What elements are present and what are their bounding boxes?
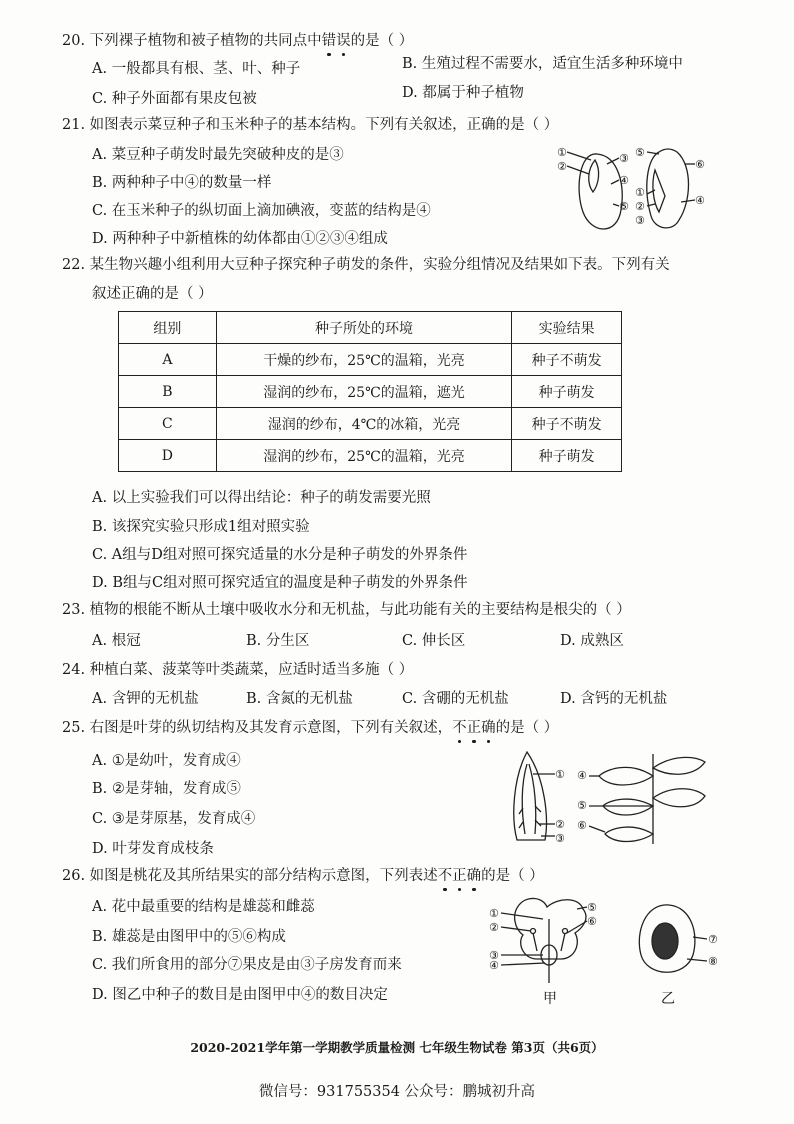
figure-captions (543, 991, 675, 1007)
q22-option-d: D. B组与C组对照可探究适宜的温度是种子萌发的外界条件 (92, 575, 468, 591)
page-footer: 2020-2021学年第一学期教学质量检测 七年级生物试卷 第3页（共6页） (190, 1040, 604, 1055)
bean-label-1: ① (557, 146, 567, 159)
bean-label-4: ④ (619, 174, 629, 187)
corn-label-6: ⑥ (695, 158, 705, 171)
table-cell: 湿润的纱布，4℃的冰箱，光亮 (216, 408, 511, 440)
table-cell: 湿润的纱布，25℃的温箱，光亮 (216, 440, 511, 472)
q25-option-a: A. ①是幼叶，发育成④ (92, 753, 241, 769)
q24-stem: 24. 种植白菜、菠菜等叶类蔬菜，应适时适当多施（ ） (62, 662, 414, 678)
q25-emphasis-2: 正 (467, 720, 482, 736)
q26-emphasis-3: 确 (467, 868, 482, 884)
bud-label-2: ② (555, 818, 565, 831)
table-header-row (119, 312, 622, 344)
table-cell: 湿润的纱布，25℃的温箱，遮光 (216, 376, 511, 408)
flower-label-3: ③ (489, 949, 499, 962)
q21-option-a: A. 菜豆种子萌发时最先突破种皮的是③ (92, 147, 344, 163)
branch-label-5: ⑤ (577, 799, 587, 812)
bean-seed-diagram (567, 152, 622, 229)
bud-label-3: ③ (555, 832, 565, 845)
q20-emphasis-2: 误 (336, 33, 351, 49)
q20-option-c: C. 种子外面都有果皮包被 (92, 91, 257, 107)
q25-option-c: C. ③是芽原基，发育成④ (92, 811, 256, 827)
flower-label-5: ⑤ (587, 901, 597, 914)
q22-option-a: A. 以上实验我们可以得出结论：种子的萌发需要光照 (92, 490, 431, 506)
flower-label-2: ② (489, 921, 499, 934)
q21-option-b: B. 两种种子中④的数量一样 (92, 175, 272, 191)
table-row (119, 408, 622, 440)
corn-seed-diagram (647, 149, 695, 228)
branch-label-4: ④ (577, 769, 587, 782)
q20-option-b: B. 生殖过程不需要水，适宜生活多种环境中 (402, 56, 683, 72)
bud-figure-labels (555, 768, 587, 845)
q26-emphasis-2: 正 (452, 868, 467, 884)
contact-line: 微信号：931755354 公众号：鹏城初升高 (258, 1084, 536, 1100)
q26-option-a: A. 花中最重要的结构是雄蕊和雌蕊 (92, 899, 315, 915)
q22-stem-line-1: 22. 某生物兴趣小组利用大豆种子探究种子萌发的条件，实验分组情况及结果如下表。下列有关 (62, 257, 670, 273)
bean-label-5: ⑤ (619, 200, 629, 213)
table-row (119, 344, 622, 376)
bud-section-diagram (514, 752, 555, 840)
q26-option-d: D. 图乙中种子的数目是由图甲中④的数目决定 (92, 987, 388, 1003)
q21-stem: 21. 如图表示菜豆种子和玉米种子的基本结构。下列有关叙述，正确的是（ ） (62, 117, 559, 133)
fruit-label-7: ⑦ (708, 933, 718, 946)
q22-stem-line-2: 叙述正确的是（ ） (92, 286, 213, 302)
q23-option-b: B. 分生区 (246, 633, 310, 649)
peach-flower-figure (487, 893, 722, 1008)
q20-emphasis-1: 错 (322, 33, 337, 49)
flower-label-1: ① (489, 907, 499, 920)
q25-stem: 25. 右图是叶芽的纵切结构及其发育示意图，下列有关叙述，不 正 确 的是（ ） (62, 719, 558, 737)
table-header-cell: 组别 (119, 312, 217, 344)
bean-label-2: ② (557, 160, 567, 173)
table-row (119, 440, 622, 472)
q24-option-b: B. 含氮的无机盐 (246, 691, 353, 707)
peach-fruit-diagram (639, 905, 707, 972)
q24-option-c: C. 含硼的无机盐 (402, 691, 509, 707)
corn-label-3: ③ (635, 214, 645, 227)
q21-option-d: D. 两种种子中新植株的幼体都由①②③④组成 (92, 231, 388, 247)
q23-option-a: A. 根冠 (92, 633, 141, 649)
bud-label-1: ① (555, 768, 565, 781)
seed-structure-figure (555, 140, 715, 240)
corn-label-1: ① (635, 186, 645, 199)
table-cell: 种子不萌发 (512, 408, 622, 440)
flower-label-4: ④ (489, 959, 499, 972)
q20-stem: 20. 下列裸子植物和被子植物的共同点中错 误 的是（ ） (62, 32, 413, 50)
q20-option-a: A. 一般都具有根、茎、叶、种子 (92, 61, 301, 77)
table-header-cell: 实验结果 (512, 312, 622, 344)
branch-label-6: ⑥ (577, 819, 587, 832)
q25-emphasis-3: 确 (481, 720, 496, 736)
q22-option-b: B. 该探究实验只形成1组对照实验 (92, 519, 310, 535)
q25-emphasis-1: 不 (452, 720, 467, 736)
experiment-table (118, 311, 622, 472)
table-cell: D (119, 440, 217, 472)
q25-option-d: D. 叶芽发育成枝条 (92, 841, 214, 857)
table-header-cell: 种子所处的环境 (216, 312, 511, 344)
q25-option-b: B. ②是芽轴，发育成⑤ (92, 781, 241, 797)
q22-option-c: C. A组与D组对照可探究适量的水分是种子萌发的外界条件 (92, 547, 468, 563)
corn-label-4: ④ (695, 194, 705, 207)
leaf-bud-figure (505, 748, 720, 848)
q23-stem: 23. 植物的根能不断从土壤中吸收水分和无机盐，与此功能有关的主要结构是根尖的（ ） (62, 602, 631, 618)
table-cell: A (119, 344, 217, 376)
q24-option-a: A. 含钾的无机盐 (92, 691, 199, 707)
corn-label-2: ② (635, 200, 645, 213)
q24-option-d: D. 含钙的无机盐 (560, 691, 668, 707)
q20-option-d: D. 都属于种子植物 (402, 85, 524, 101)
q26-stem: 26. 如图是桃花及其所结果实的部分结构示意图，下列表述不 正 确 的是（ ） (62, 867, 544, 885)
table-cell: 干燥的纱布，25℃的温箱，光亮 (216, 344, 511, 376)
fruit-label-8: ⑧ (708, 955, 718, 968)
table-cell: 种子不萌发 (512, 344, 622, 376)
table-cell: 种子萌发 (512, 376, 622, 408)
caption-yi: 乙 (661, 991, 675, 1007)
q23-option-c: C. 伸长区 (402, 633, 466, 649)
table-row (119, 376, 622, 408)
q26-option-b: B. 雄蕊是由图甲中的⑤⑥构成 (92, 929, 286, 945)
bean-label-3: ③ (619, 152, 629, 165)
caption-jia: 甲 (543, 991, 557, 1007)
corn-label-5: ⑤ (635, 146, 645, 159)
flower-label-6: ⑥ (587, 915, 597, 928)
q26-emphasis-1: 不 (438, 868, 453, 884)
table-cell: C (119, 408, 217, 440)
table-cell: 种子萌发 (512, 440, 622, 472)
q21-option-c: C. 在玉米种子的纵切面上滴加碘液，变蓝的结构是④ (92, 203, 431, 219)
q26-option-c: C. 我们所食用的部分⑦果皮是由③子房发育而来 (92, 957, 402, 973)
q23-option-d: D. 成熟区 (560, 633, 624, 649)
branch-diagram (589, 754, 705, 844)
flower-section-diagram (501, 898, 587, 983)
table-cell: B (119, 376, 217, 408)
